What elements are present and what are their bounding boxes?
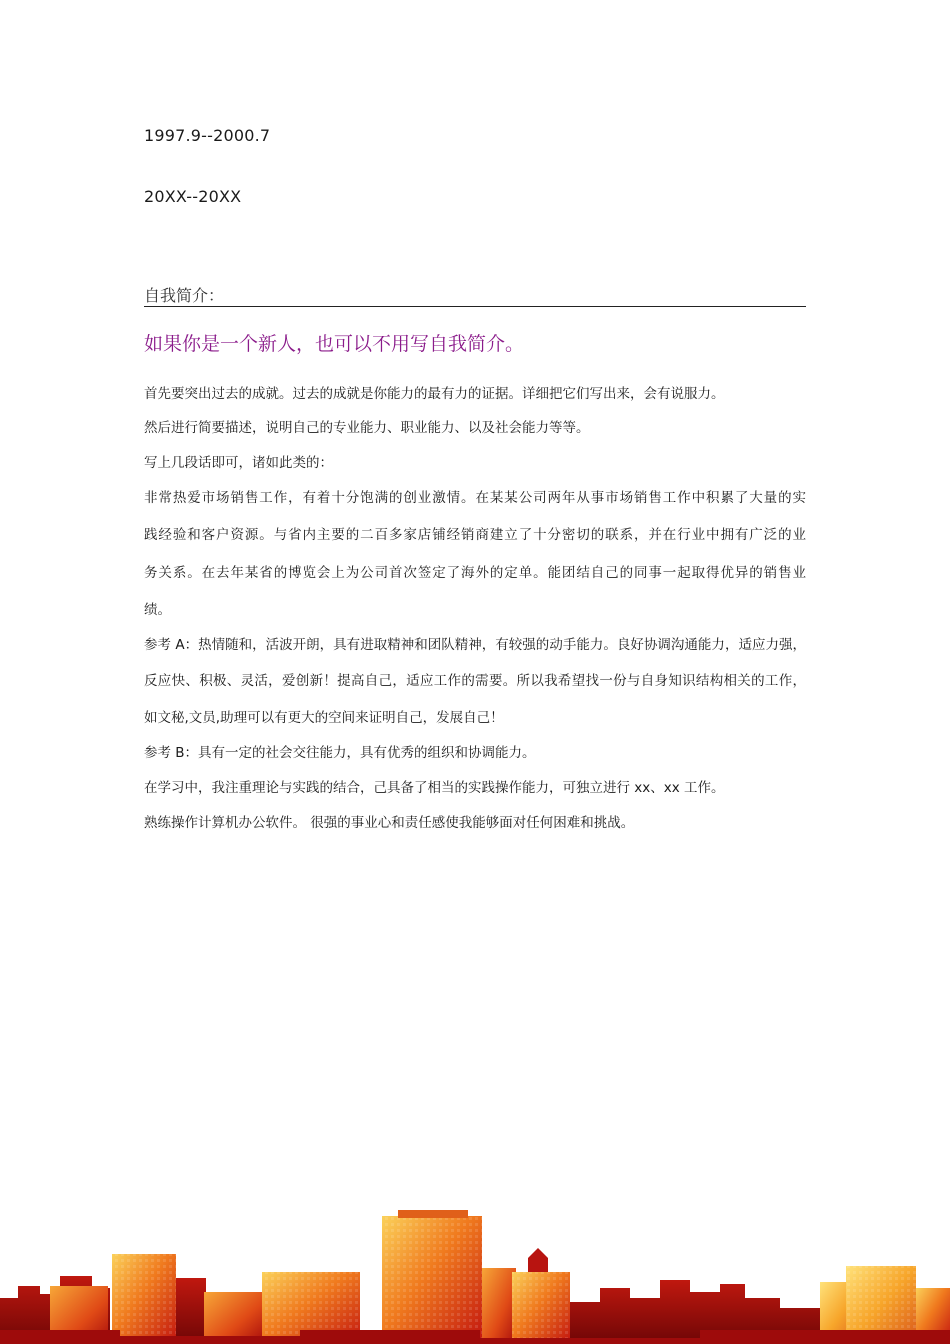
body-line-10: 如文秘,文员,助理可以有更大的空间来证明自己，发展自己！ [144, 710, 504, 726]
date-range-2: 20XX--20XX [144, 187, 242, 206]
body-line-7: 绩。 [144, 602, 171, 618]
body-line-12: 在学习中，我注重理论与实践的结合，己具备了相当的实践操作能力，可独立进行 xx、xx 工作。 [144, 780, 725, 796]
body-line-9: 反应快、积极、灵活，爱创新！提高自己，适应工作的需要。所以我希望找一份与自身知识结构相关的工作， [144, 673, 806, 689]
body-line-4: 非常热爱市场销售工作，有着十分饱满的创业激情。在某某公司两年从事市场销售工作中积累了大量的实 [144, 490, 806, 506]
date-range-1: 1997.9--2000.7 [144, 126, 271, 145]
intro-title: 如果你是一个新人，也可以不用写自我简介。 [144, 333, 525, 355]
city-skyline-footer-image [0, 1180, 950, 1344]
body-line-13: 熟练操作计算机办公软件。 很强的事业心和责任感使我能够面对任何困难和挑战。 [144, 815, 635, 831]
section-heading-self-intro: 自我简介： [144, 286, 225, 305]
body-line-11: 参考 B：具有一定的社会交往能力，具有优秀的组织和协调能力。 [144, 745, 536, 761]
section-divider [144, 306, 806, 307]
building-left-3 [176, 1278, 206, 1344]
building-center-right-1 [482, 1268, 516, 1344]
body-line-5: 践经验和客户资源。与省内主要的二百多家店铺经销商建立了十分密切的联系，并在行业中拥有广泛的业 [144, 527, 806, 543]
building-spire [528, 1248, 548, 1272]
body-line-6: 务关系。在去年某省的博览会上为公司首次签定了海外的定单。能团结自己的同事一起取得优异的销售业 [144, 565, 806, 581]
body-line-3: 写上几段话即可，诸如此类的： [144, 455, 333, 471]
body-line-2: 然后进行简要描述，说明自己的专业能力、职业能力、以及社会能力等等。 [144, 420, 590, 436]
body-line-8: 参考 A：热情随和，活波开朗，具有进取精神和团队精神，有较强的动手能力。良好协调沟通能力，适应力强， [144, 637, 806, 653]
body-line-1: 首先要突出过去的成就。过去的成就是你能力的最有力的证据。详细把它们写出来，会有说服力。 [144, 386, 725, 402]
